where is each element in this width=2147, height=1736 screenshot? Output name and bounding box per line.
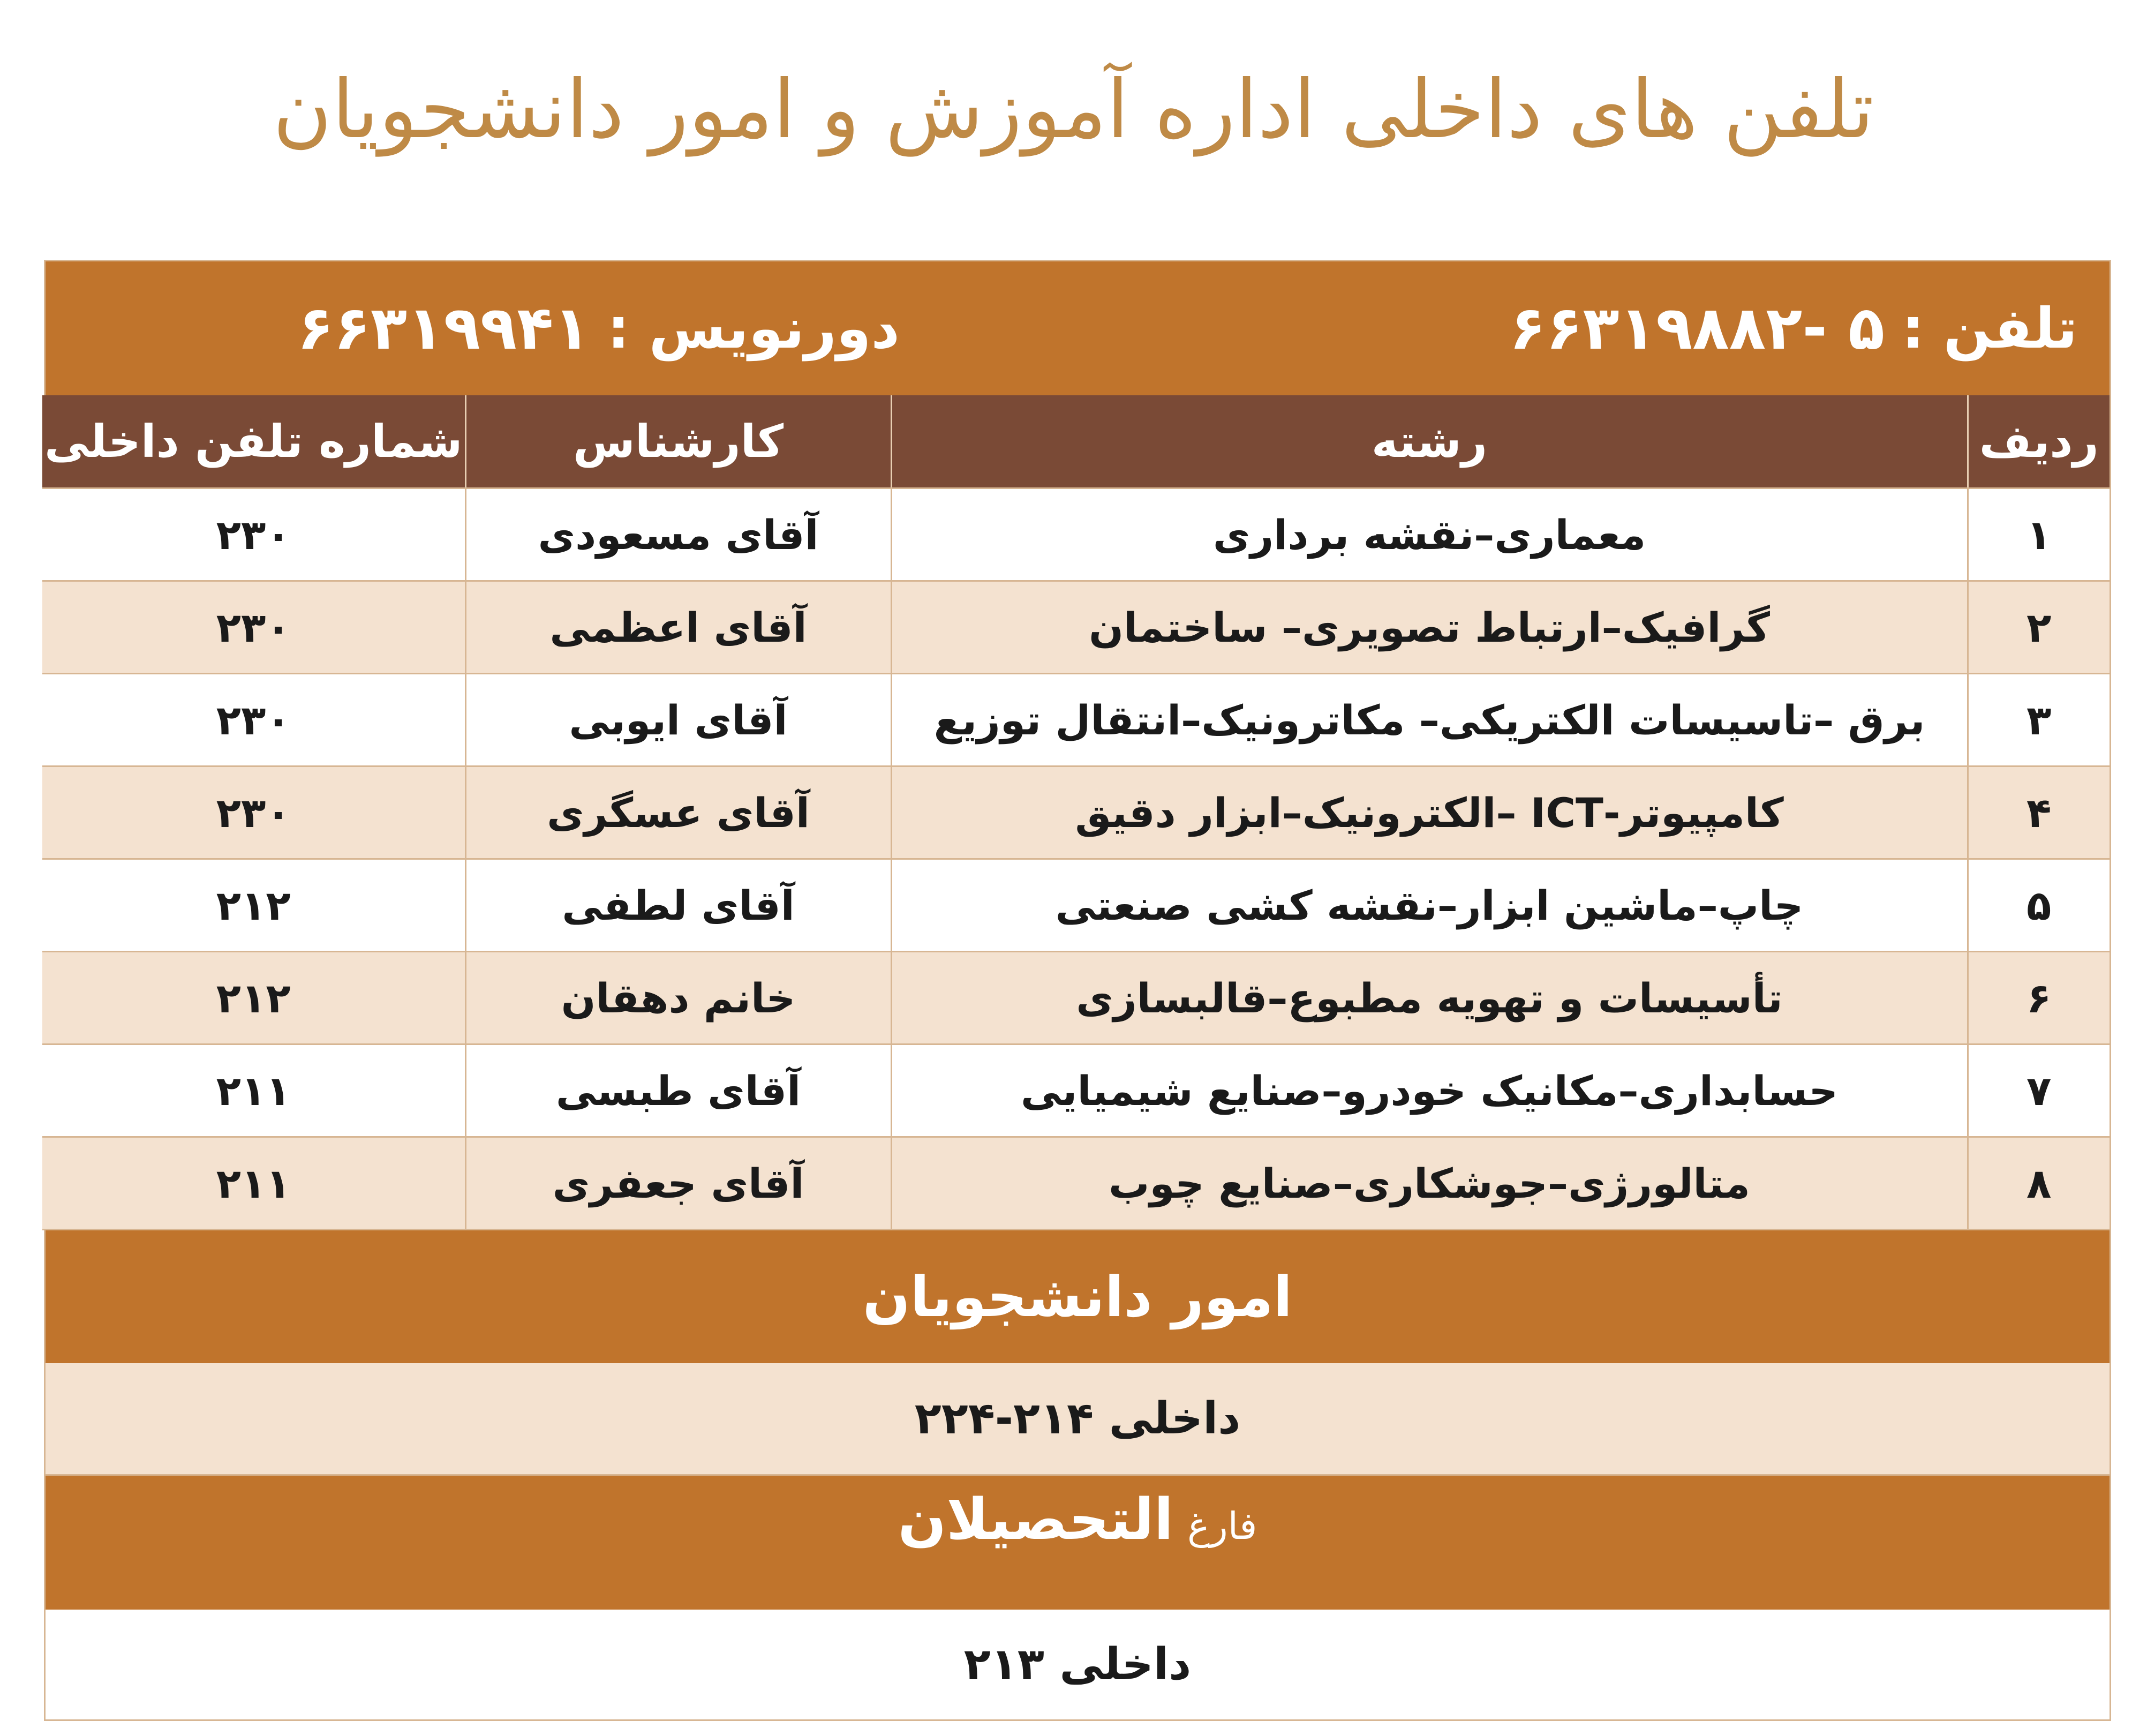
fax xyxy=(297,294,900,363)
extension-cell: ۲۱۲ xyxy=(42,952,465,1044)
extension-cell: ۲۱۱ xyxy=(42,1137,465,1230)
table-row xyxy=(42,674,2110,766)
student-affairs-extension-text: داخلی ۲۱۴-۲۲۴ xyxy=(914,1393,1241,1444)
graduates-title-main: التحصیلان xyxy=(898,1486,1174,1552)
row-number-cell: ۶ xyxy=(1968,952,2110,1044)
column-header-extension: شماره تلفن داخلی xyxy=(42,395,465,489)
expert-cell: آقای طبسی xyxy=(465,1044,891,1137)
student-affairs-heading xyxy=(46,1230,2110,1363)
field-cell: معماری–نقشه برداری xyxy=(891,489,1968,581)
column-header-row-number: ردیف xyxy=(1968,395,2110,489)
extension-cell: ۲۱۱ xyxy=(42,1044,465,1137)
graduates-title-prefix: فارغ xyxy=(1187,1504,1257,1548)
row-number-cell: ۵ xyxy=(1968,859,2110,952)
graduates-extension-text: داخلی ۲۱۳ xyxy=(963,1639,1192,1690)
table-row xyxy=(42,952,2110,1044)
expert-cell: آقای لطفی xyxy=(465,859,891,952)
contact-header-band xyxy=(46,261,2110,395)
field-cell: کامپیوتر-ICT –الکترونیک–ابزار دقیق xyxy=(891,766,1968,859)
table-row xyxy=(42,581,2110,674)
expert-cell: آقای مسعودی xyxy=(465,489,891,581)
expert-cell: آقای ایوبی xyxy=(465,674,891,766)
student-affairs-extension xyxy=(46,1363,2110,1476)
fax-number: ۶۶۳۱۹۹۴۱ xyxy=(297,294,590,363)
table-header-row xyxy=(42,395,2110,489)
contacts-sheet xyxy=(44,260,2111,1721)
extensions-table xyxy=(42,395,2110,1230)
column-header-field: رشته xyxy=(891,395,1968,489)
expert-cell: آقای جعفری xyxy=(465,1137,891,1230)
row-number-cell: ۲ xyxy=(1968,581,2110,674)
table-row xyxy=(42,1044,2110,1137)
column-header-expert: کارشناس xyxy=(465,395,891,489)
field-cell: برق –تاسیسات الکتریکی– مکاترونیک–انتقال توزیع xyxy=(891,674,1968,766)
expert-cell: آقای عسگری xyxy=(465,766,891,859)
phone-number: ۶۶۳۱۹۸۸۲- ۵ xyxy=(1509,294,1885,363)
expert-cell: آقای اعظمی xyxy=(465,581,891,674)
field-cell: تأسیسات و تهویه مطبوع–قالبسازی xyxy=(891,952,1968,1044)
table-row xyxy=(42,859,2110,952)
table-row xyxy=(42,489,2110,581)
field-cell: گرافیک–ارتباط تصویری– ساختمان xyxy=(891,581,1968,674)
field-cell: حسابداری–مکانیک خودرو–صنایع شیمیایی xyxy=(891,1044,1968,1137)
fax-label: دورنویس : xyxy=(607,296,900,361)
main-phone xyxy=(1510,294,2077,363)
row-number-cell: ۴ xyxy=(1968,766,2110,859)
table-row xyxy=(42,1137,2110,1230)
extension-cell: ۲۳۰ xyxy=(42,766,465,859)
row-number-cell: ۸ xyxy=(1968,1137,2110,1230)
extension-cell: ۲۳۰ xyxy=(42,674,465,766)
field-cell: چاپ–ماشین ابزار–نقشه کشی صنعتی xyxy=(891,859,1968,952)
field-cell: متالورژی–جوشکاری–صنایع چوب xyxy=(891,1137,1968,1230)
row-number-cell: ۱ xyxy=(1968,489,2110,581)
extension-cell: ۲۳۰ xyxy=(42,581,465,674)
row-number-cell: ۳ xyxy=(1968,674,2110,766)
student-affairs-title: امور دانشجویان xyxy=(862,1264,1293,1329)
graduates-heading xyxy=(46,1476,2110,1610)
table-row xyxy=(42,766,2110,859)
page-title: تلفن های داخلی اداره آموزش و امور دانشجویان xyxy=(273,63,1874,156)
extension-cell: ۲۱۲ xyxy=(42,859,465,952)
phone-label: تلفن : xyxy=(1902,296,2077,361)
graduates-extension xyxy=(46,1610,2110,1719)
row-number-cell: ۷ xyxy=(1968,1044,2110,1137)
expert-cell: خانم دهقان xyxy=(465,952,891,1044)
extension-cell: ۲۳۰ xyxy=(42,489,465,581)
